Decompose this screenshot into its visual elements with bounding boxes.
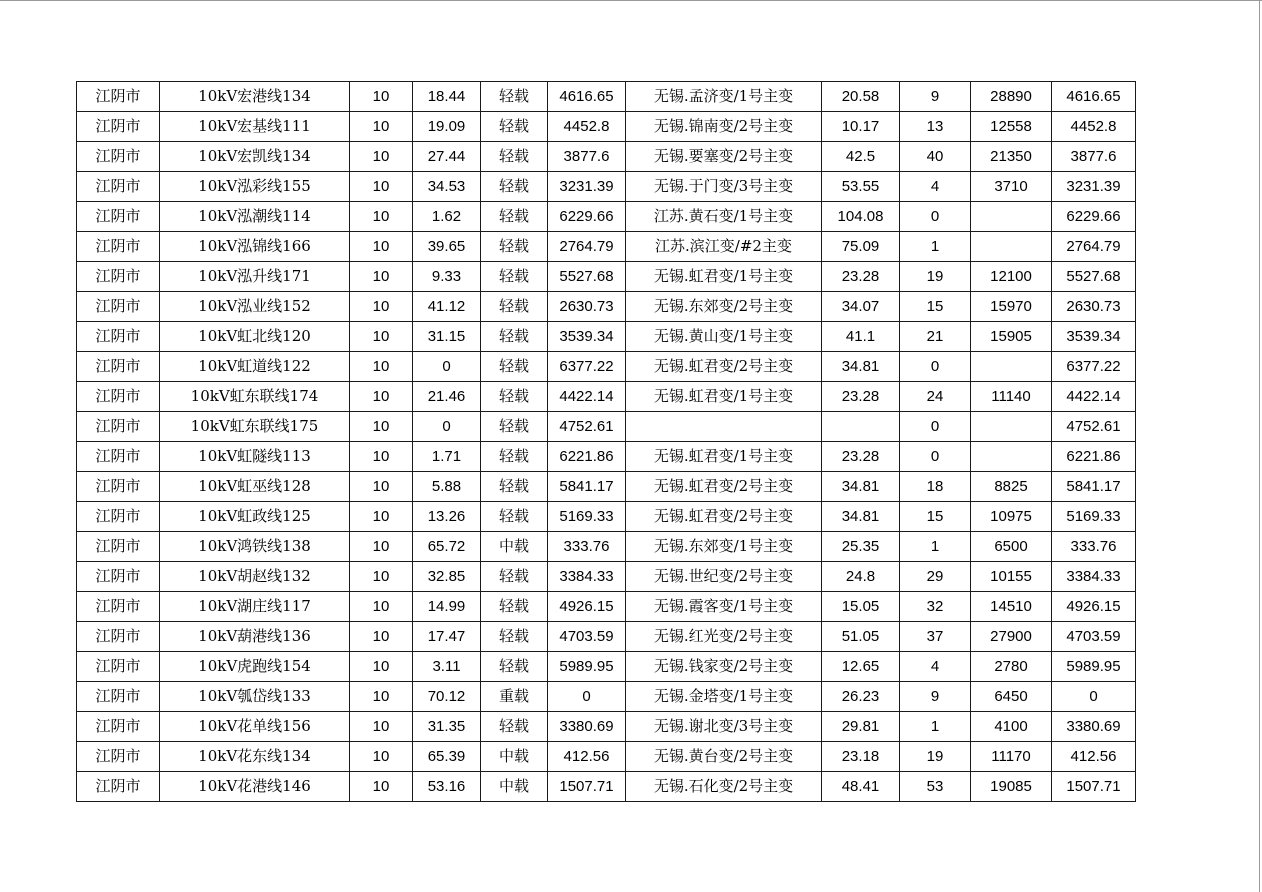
table-row xyxy=(77,142,1136,172)
cell-load-status: 轻载 xyxy=(481,202,548,232)
cell-voltage: 10 xyxy=(350,112,413,142)
cell-spare-capacity: 3231.39 xyxy=(548,172,626,202)
cell-user-count: 15 xyxy=(900,292,971,322)
cell-load-rate: 31.15 xyxy=(413,322,481,352)
cell-city: 江阴市 xyxy=(77,772,160,802)
cell-installed-capacity: 27900 xyxy=(971,622,1052,652)
cell-available-capacity: 3380.69 xyxy=(1052,712,1136,742)
cell-line-name: 10kV花港线146 xyxy=(160,772,350,802)
cell-line-name: 10kV虹东联线175 xyxy=(160,412,350,442)
cell-transformer: 无锡.孟济变/1号主变 xyxy=(626,82,822,112)
table-row xyxy=(77,562,1136,592)
cell-transformer-load-rate: 34.81 xyxy=(822,472,900,502)
cell-installed-capacity xyxy=(971,412,1052,442)
cell-city: 江阴市 xyxy=(77,502,160,532)
cell-user-count: 40 xyxy=(900,142,971,172)
cell-spare-capacity: 6377.22 xyxy=(548,352,626,382)
cell-transformer-load-rate: 24.8 xyxy=(822,562,900,592)
cell-load-status: 中载 xyxy=(481,742,548,772)
cell-installed-capacity: 12100 xyxy=(971,262,1052,292)
cell-voltage: 10 xyxy=(350,652,413,682)
cell-available-capacity: 412.56 xyxy=(1052,742,1136,772)
cell-city: 江阴市 xyxy=(77,262,160,292)
cell-transformer-load-rate: 23.28 xyxy=(822,262,900,292)
cell-load-rate: 27.44 xyxy=(413,142,481,172)
cell-load-rate: 5.88 xyxy=(413,472,481,502)
cell-installed-capacity: 11140 xyxy=(971,382,1052,412)
cell-available-capacity: 2764.79 xyxy=(1052,232,1136,262)
table-row xyxy=(77,232,1136,262)
cell-line-name: 10kV虹政线125 xyxy=(160,502,350,532)
cell-user-count: 13 xyxy=(900,112,971,142)
cell-spare-capacity: 6221.86 xyxy=(548,442,626,472)
table-row xyxy=(77,472,1136,502)
cell-transformer-load-rate: 41.1 xyxy=(822,322,900,352)
cell-spare-capacity: 5169.33 xyxy=(548,502,626,532)
cell-spare-capacity: 0 xyxy=(548,682,626,712)
cell-transformer xyxy=(626,412,822,442)
cell-user-count: 29 xyxy=(900,562,971,592)
cell-transformer-load-rate: 51.05 xyxy=(822,622,900,652)
cell-transformer: 无锡.黄山变/1号主变 xyxy=(626,322,822,352)
cell-transformer: 无锡.金塔变/1号主变 xyxy=(626,682,822,712)
cell-line-name: 10kV泓锦线166 xyxy=(160,232,350,262)
cell-available-capacity: 4926.15 xyxy=(1052,592,1136,622)
cell-transformer: 无锡.虹君变/1号主变 xyxy=(626,262,822,292)
table-row xyxy=(77,292,1136,322)
cell-load-status: 轻载 xyxy=(481,652,548,682)
cell-spare-capacity: 6229.66 xyxy=(548,202,626,232)
cell-transformer: 江苏.滨江变/#2主变 xyxy=(626,232,822,262)
cell-installed-capacity: 28890 xyxy=(971,82,1052,112)
cell-load-status: 轻载 xyxy=(481,562,548,592)
cell-city: 江阴市 xyxy=(77,382,160,412)
table-row xyxy=(77,82,1136,112)
cell-transformer: 无锡.于门变/3号主变 xyxy=(626,172,822,202)
cell-installed-capacity: 12558 xyxy=(971,112,1052,142)
cell-user-count: 19 xyxy=(900,262,971,292)
cell-available-capacity: 5169.33 xyxy=(1052,502,1136,532)
cell-installed-capacity xyxy=(971,202,1052,232)
cell-load-status: 轻载 xyxy=(481,142,548,172)
cell-city: 江阴市 xyxy=(77,202,160,232)
cell-line-name: 10kV虎跑线154 xyxy=(160,652,350,682)
cell-available-capacity: 1507.71 xyxy=(1052,772,1136,802)
cell-spare-capacity: 3877.6 xyxy=(548,142,626,172)
cell-load-rate: 0 xyxy=(413,352,481,382)
table-row xyxy=(77,712,1136,742)
cell-load-status: 轻载 xyxy=(481,442,548,472)
cell-transformer: 无锡.要塞变/2号主变 xyxy=(626,142,822,172)
cell-transformer: 无锡.锦南变/2号主变 xyxy=(626,112,822,142)
cell-city: 江阴市 xyxy=(77,442,160,472)
cell-load-status: 轻载 xyxy=(481,502,548,532)
cell-voltage: 10 xyxy=(350,712,413,742)
cell-user-count: 4 xyxy=(900,652,971,682)
cell-load-rate: 9.33 xyxy=(413,262,481,292)
cell-city: 江阴市 xyxy=(77,652,160,682)
cell-city: 江阴市 xyxy=(77,292,160,322)
cell-available-capacity: 4703.59 xyxy=(1052,622,1136,652)
cell-transformer: 无锡.东郊变/1号主变 xyxy=(626,532,822,562)
cell-spare-capacity: 5527.68 xyxy=(548,262,626,292)
cell-load-status: 重载 xyxy=(481,682,548,712)
cell-line-name: 10kV宏凯线134 xyxy=(160,142,350,172)
cell-city: 江阴市 xyxy=(77,622,160,652)
cell-installed-capacity xyxy=(971,352,1052,382)
cell-load-status: 轻载 xyxy=(481,382,548,412)
table-row xyxy=(77,382,1136,412)
cell-user-count: 53 xyxy=(900,772,971,802)
cell-load-status: 轻载 xyxy=(481,292,548,322)
feeder-load-table xyxy=(76,81,1136,802)
cell-spare-capacity: 3539.34 xyxy=(548,322,626,352)
cell-load-rate: 34.53 xyxy=(413,172,481,202)
table-row xyxy=(77,532,1136,562)
cell-available-capacity: 0 xyxy=(1052,682,1136,712)
cell-load-rate: 1.71 xyxy=(413,442,481,472)
cell-line-name: 10kV湖庄线117 xyxy=(160,592,350,622)
cell-load-rate: 65.72 xyxy=(413,532,481,562)
cell-transformer: 无锡.世纪变/2号主变 xyxy=(626,562,822,592)
cell-available-capacity: 2630.73 xyxy=(1052,292,1136,322)
cell-load-rate: 21.46 xyxy=(413,382,481,412)
cell-installed-capacity: 2780 xyxy=(971,652,1052,682)
table-row xyxy=(77,442,1136,472)
cell-city: 江阴市 xyxy=(77,232,160,262)
cell-city: 江阴市 xyxy=(77,112,160,142)
cell-user-count: 15 xyxy=(900,502,971,532)
cell-transformer: 无锡.红光变/2号主变 xyxy=(626,622,822,652)
table-row xyxy=(77,652,1136,682)
cell-transformer-load-rate: 34.81 xyxy=(822,352,900,382)
cell-line-name: 10kV胡赵线132 xyxy=(160,562,350,592)
cell-voltage: 10 xyxy=(350,352,413,382)
table-row xyxy=(77,412,1136,442)
cell-user-count: 19 xyxy=(900,742,971,772)
cell-load-status: 轻载 xyxy=(481,232,548,262)
cell-user-count: 18 xyxy=(900,472,971,502)
cell-city: 江阴市 xyxy=(77,412,160,442)
cell-load-status: 轻载 xyxy=(481,112,548,142)
cell-voltage: 10 xyxy=(350,262,413,292)
cell-available-capacity: 5841.17 xyxy=(1052,472,1136,502)
cell-line-name: 10kV虹巫线128 xyxy=(160,472,350,502)
cell-load-rate: 53.16 xyxy=(413,772,481,802)
table-row xyxy=(77,772,1136,802)
table-row xyxy=(77,502,1136,532)
cell-voltage: 10 xyxy=(350,502,413,532)
cell-user-count: 0 xyxy=(900,442,971,472)
cell-installed-capacity: 8825 xyxy=(971,472,1052,502)
cell-line-name: 10kV宏基线111 xyxy=(160,112,350,142)
cell-transformer: 无锡.虹君变/2号主变 xyxy=(626,352,822,382)
cell-voltage: 10 xyxy=(350,82,413,112)
cell-available-capacity: 4422.14 xyxy=(1052,382,1136,412)
cell-line-name: 10kV花单线156 xyxy=(160,712,350,742)
cell-load-status: 轻载 xyxy=(481,172,548,202)
cell-city: 江阴市 xyxy=(77,742,160,772)
cell-transformer-load-rate: 34.07 xyxy=(822,292,900,322)
cell-city: 江阴市 xyxy=(77,562,160,592)
cell-voltage: 10 xyxy=(350,172,413,202)
cell-transformer-load-rate: 23.28 xyxy=(822,442,900,472)
cell-available-capacity: 4752.61 xyxy=(1052,412,1136,442)
cell-transformer: 无锡.虹君变/2号主变 xyxy=(626,502,822,532)
cell-load-rate: 70.12 xyxy=(413,682,481,712)
cell-load-status: 轻载 xyxy=(481,262,548,292)
table-row xyxy=(77,352,1136,382)
table-body xyxy=(77,82,1136,802)
cell-spare-capacity: 333.76 xyxy=(548,532,626,562)
cell-load-status: 轻载 xyxy=(481,412,548,442)
cell-available-capacity: 6377.22 xyxy=(1052,352,1136,382)
cell-available-capacity: 3877.6 xyxy=(1052,142,1136,172)
table-row xyxy=(77,322,1136,352)
cell-transformer-load-rate: 15.05 xyxy=(822,592,900,622)
cell-user-count: 1 xyxy=(900,712,971,742)
cell-transformer-load-rate: 10.17 xyxy=(822,112,900,142)
cell-city: 江阴市 xyxy=(77,352,160,382)
cell-transformer-load-rate: 29.81 xyxy=(822,712,900,742)
cell-available-capacity: 3539.34 xyxy=(1052,322,1136,352)
cell-user-count: 0 xyxy=(900,202,971,232)
cell-line-name: 10kV虹北线120 xyxy=(160,322,350,352)
cell-transformer-load-rate xyxy=(822,412,900,442)
cell-line-name: 10kV虹东联线174 xyxy=(160,382,350,412)
cell-transformer-load-rate: 42.5 xyxy=(822,142,900,172)
cell-transformer-load-rate: 26.23 xyxy=(822,682,900,712)
cell-installed-capacity: 19085 xyxy=(971,772,1052,802)
cell-line-name: 10kV鸿铁线138 xyxy=(160,532,350,562)
cell-spare-capacity: 4752.61 xyxy=(548,412,626,442)
table-row xyxy=(77,112,1136,142)
cell-installed-capacity: 4100 xyxy=(971,712,1052,742)
cell-spare-capacity: 5841.17 xyxy=(548,472,626,502)
cell-city: 江阴市 xyxy=(77,82,160,112)
cell-installed-capacity: 14510 xyxy=(971,592,1052,622)
cell-line-name: 10kV泓彩线155 xyxy=(160,172,350,202)
cell-city: 江阴市 xyxy=(77,172,160,202)
cell-voltage: 10 xyxy=(350,472,413,502)
cell-load-rate: 0 xyxy=(413,412,481,442)
cell-transformer: 无锡.谢北变/3号主变 xyxy=(626,712,822,742)
cell-city: 江阴市 xyxy=(77,472,160,502)
cell-installed-capacity: 21350 xyxy=(971,142,1052,172)
cell-user-count: 32 xyxy=(900,592,971,622)
cell-city: 江阴市 xyxy=(77,712,160,742)
cell-city: 江阴市 xyxy=(77,592,160,622)
cell-line-name: 10kV虹隧线113 xyxy=(160,442,350,472)
cell-user-count: 1 xyxy=(900,232,971,262)
cell-transformer: 无锡.黄台变/2号主变 xyxy=(626,742,822,772)
cell-transformer-load-rate: 53.55 xyxy=(822,172,900,202)
cell-transformer: 无锡.霞客变/1号主变 xyxy=(626,592,822,622)
cell-available-capacity: 5989.95 xyxy=(1052,652,1136,682)
cell-user-count: 37 xyxy=(900,622,971,652)
cell-voltage: 10 xyxy=(350,562,413,592)
cell-installed-capacity: 15970 xyxy=(971,292,1052,322)
cell-load-status: 轻载 xyxy=(481,592,548,622)
cell-spare-capacity: 4926.15 xyxy=(548,592,626,622)
cell-installed-capacity: 10155 xyxy=(971,562,1052,592)
cell-transformer-load-rate: 48.41 xyxy=(822,772,900,802)
cell-voltage: 10 xyxy=(350,142,413,172)
cell-spare-capacity: 2764.79 xyxy=(548,232,626,262)
cell-load-status: 轻载 xyxy=(481,352,548,382)
cell-spare-capacity: 4703.59 xyxy=(548,622,626,652)
cell-load-status: 中载 xyxy=(481,532,548,562)
cell-line-name: 10kV虹道线122 xyxy=(160,352,350,382)
cell-load-rate: 41.12 xyxy=(413,292,481,322)
cell-voltage: 10 xyxy=(350,532,413,562)
cell-available-capacity: 333.76 xyxy=(1052,532,1136,562)
cell-transformer: 无锡.东郊变/2号主变 xyxy=(626,292,822,322)
cell-voltage: 10 xyxy=(350,682,413,712)
cell-line-name: 10kV宏港线134 xyxy=(160,82,350,112)
cell-transformer-load-rate: 25.35 xyxy=(822,532,900,562)
cell-spare-capacity: 3380.69 xyxy=(548,712,626,742)
cell-load-rate: 1.62 xyxy=(413,202,481,232)
cell-installed-capacity xyxy=(971,442,1052,472)
cell-installed-capacity: 6450 xyxy=(971,682,1052,712)
cell-voltage: 10 xyxy=(350,412,413,442)
table-row xyxy=(77,622,1136,652)
cell-available-capacity: 5527.68 xyxy=(1052,262,1136,292)
cell-transformer: 无锡.虹君变/1号主变 xyxy=(626,442,822,472)
cell-available-capacity: 4452.8 xyxy=(1052,112,1136,142)
cell-line-name: 10kV泓潮线114 xyxy=(160,202,350,232)
cell-line-name: 10kV泓升线171 xyxy=(160,262,350,292)
table-row xyxy=(77,592,1136,622)
table-row xyxy=(77,262,1136,292)
cell-spare-capacity: 412.56 xyxy=(548,742,626,772)
cell-transformer: 无锡.石化变/2号主变 xyxy=(626,772,822,802)
cell-load-rate: 31.35 xyxy=(413,712,481,742)
cell-line-name: 10kV花东线134 xyxy=(160,742,350,772)
cell-transformer-load-rate: 23.28 xyxy=(822,382,900,412)
cell-voltage: 10 xyxy=(350,742,413,772)
cell-installed-capacity: 6500 xyxy=(971,532,1052,562)
cell-user-count: 24 xyxy=(900,382,971,412)
cell-load-rate: 3.11 xyxy=(413,652,481,682)
table-row xyxy=(77,172,1136,202)
cell-voltage: 10 xyxy=(350,772,413,802)
cell-user-count: 21 xyxy=(900,322,971,352)
cell-line-name: 10kV葫港线136 xyxy=(160,622,350,652)
cell-city: 江阴市 xyxy=(77,532,160,562)
cell-load-status: 轻载 xyxy=(481,712,548,742)
cell-voltage: 10 xyxy=(350,442,413,472)
cell-available-capacity: 6229.66 xyxy=(1052,202,1136,232)
cell-load-rate: 32.85 xyxy=(413,562,481,592)
cell-installed-capacity: 15905 xyxy=(971,322,1052,352)
cell-spare-capacity: 5989.95 xyxy=(548,652,626,682)
cell-transformer-load-rate: 20.58 xyxy=(822,82,900,112)
cell-load-rate: 14.99 xyxy=(413,592,481,622)
table-row xyxy=(77,202,1136,232)
cell-city: 江阴市 xyxy=(77,322,160,352)
table-row xyxy=(77,742,1136,772)
cell-user-count: 9 xyxy=(900,682,971,712)
cell-load-rate: 13.26 xyxy=(413,502,481,532)
cell-transformer: 无锡.钱家变/2号主变 xyxy=(626,652,822,682)
cell-transformer-load-rate: 12.65 xyxy=(822,652,900,682)
cell-load-rate: 65.39 xyxy=(413,742,481,772)
cell-installed-capacity: 11170 xyxy=(971,742,1052,772)
cell-load-rate: 39.65 xyxy=(413,232,481,262)
cell-transformer: 无锡.虹君变/2号主变 xyxy=(626,472,822,502)
cell-user-count: 4 xyxy=(900,172,971,202)
cell-available-capacity: 3384.33 xyxy=(1052,562,1136,592)
cell-city: 江阴市 xyxy=(77,142,160,172)
cell-transformer: 江苏.黄石变/1号主变 xyxy=(626,202,822,232)
cell-load-rate: 17.47 xyxy=(413,622,481,652)
cell-load-status: 轻载 xyxy=(481,322,548,352)
cell-transformer: 无锡.虹君变/1号主变 xyxy=(626,382,822,412)
cell-load-rate: 19.09 xyxy=(413,112,481,142)
cell-voltage: 10 xyxy=(350,592,413,622)
cell-available-capacity: 6221.86 xyxy=(1052,442,1136,472)
cell-user-count: 9 xyxy=(900,82,971,112)
page-top-edge xyxy=(0,0,1262,1)
cell-voltage: 10 xyxy=(350,232,413,262)
cell-spare-capacity: 4422.14 xyxy=(548,382,626,412)
cell-transformer-load-rate: 23.18 xyxy=(822,742,900,772)
cell-voltage: 10 xyxy=(350,202,413,232)
cell-user-count: 0 xyxy=(900,412,971,442)
cell-load-status: 轻载 xyxy=(481,622,548,652)
cell-city: 江阴市 xyxy=(77,682,160,712)
page-right-edge xyxy=(1259,0,1260,892)
cell-voltage: 10 xyxy=(350,292,413,322)
cell-voltage: 10 xyxy=(350,622,413,652)
cell-load-status: 轻载 xyxy=(481,472,548,502)
cell-installed-capacity: 10975 xyxy=(971,502,1052,532)
cell-transformer-load-rate: 75.09 xyxy=(822,232,900,262)
cell-line-name: 10kV瓠岱线133 xyxy=(160,682,350,712)
cell-line-name: 10kV泓业线152 xyxy=(160,292,350,322)
cell-user-count: 1 xyxy=(900,532,971,562)
cell-spare-capacity: 2630.73 xyxy=(548,292,626,322)
cell-voltage: 10 xyxy=(350,382,413,412)
cell-load-status: 中载 xyxy=(481,772,548,802)
cell-load-rate: 18.44 xyxy=(413,82,481,112)
cell-transformer-load-rate: 34.81 xyxy=(822,502,900,532)
cell-user-count: 0 xyxy=(900,352,971,382)
cell-spare-capacity: 4452.8 xyxy=(548,112,626,142)
cell-spare-capacity: 4616.65 xyxy=(548,82,626,112)
cell-voltage: 10 xyxy=(350,322,413,352)
cell-installed-capacity: 3710 xyxy=(971,172,1052,202)
cell-available-capacity: 3231.39 xyxy=(1052,172,1136,202)
cell-installed-capacity xyxy=(971,232,1052,262)
table-row xyxy=(77,682,1136,712)
cell-transformer-load-rate: 104.08 xyxy=(822,202,900,232)
cell-spare-capacity: 3384.33 xyxy=(548,562,626,592)
cell-load-status: 轻载 xyxy=(481,82,548,112)
cell-spare-capacity: 1507.71 xyxy=(548,772,626,802)
cell-available-capacity: 4616.65 xyxy=(1052,82,1136,112)
